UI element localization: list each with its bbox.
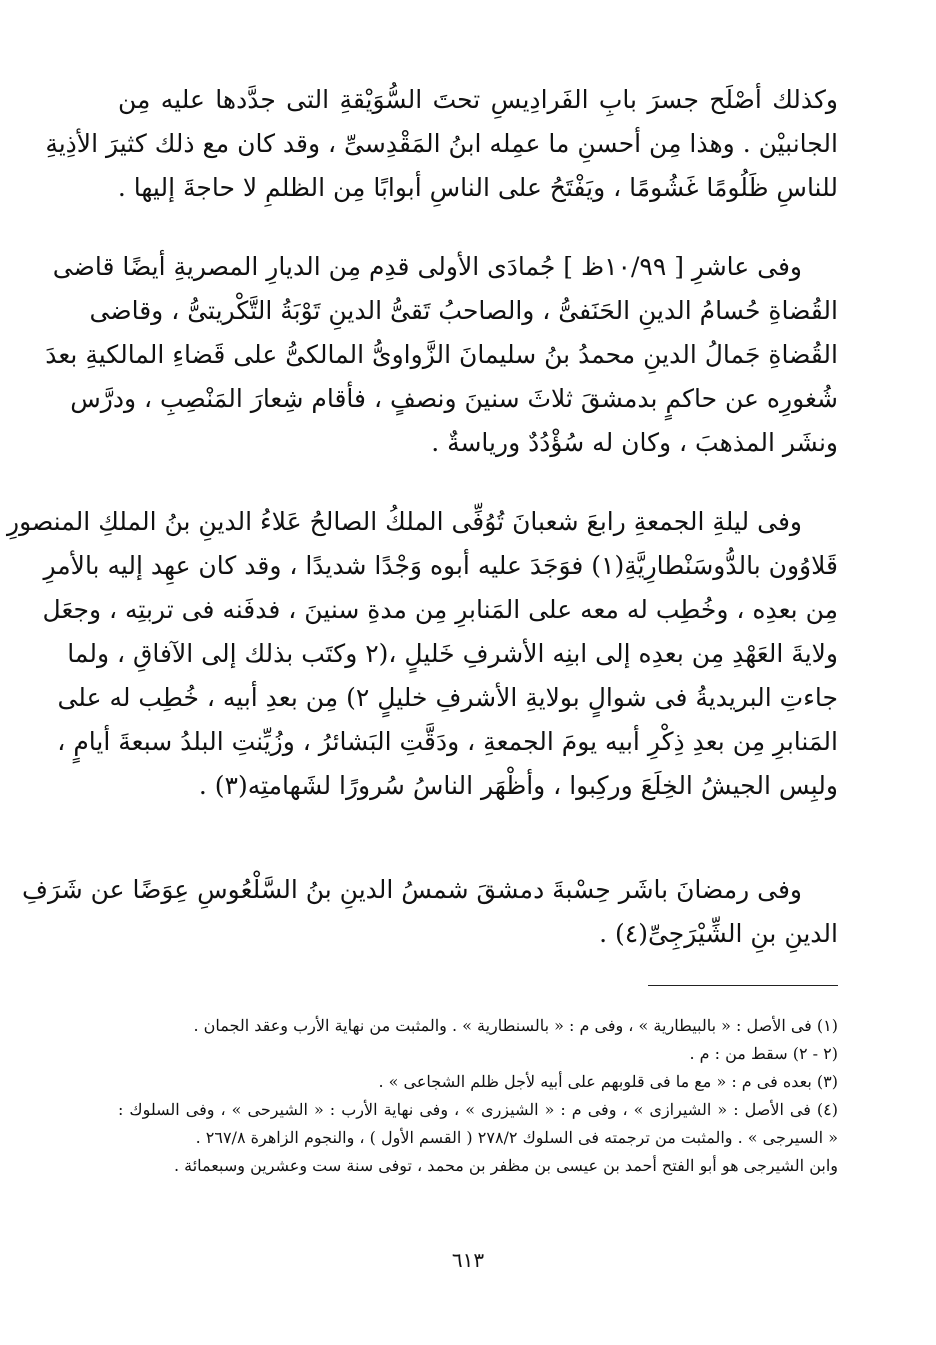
- text-line: شُغورِه عن حاكمٍ بدمشقَ ثلاثَ سنينَ ونصفٍ ، فأقام شِعارَ المَنْصِبِ ، ودرَّس: [70, 384, 838, 413]
- paragraph-1: [45, 78, 838, 210]
- footnotes: [118, 1012, 838, 1180]
- footnote-line: (٢ - ٢) سقط من : م .: [689, 1044, 838, 1063]
- footnote-line: « السيرجى » . والمثبت من ترجمته فى السلوك ٢٧٨/٢ ( القسم الأول ) ، والنجوم الزاهرة ٢٦٧/٨ .: [195, 1128, 838, 1147]
- text-line: القُضاةِ جَمالُ الدينِ محمدُ بنُ سليمانَ الزَّواوىُّ المالكىُّ على قَضاءِ المالكيةِ بعدَ: [45, 340, 838, 369]
- text-line: القُضاةِ حُسامُ الدينِ الحَنَفىُّ ، والصاحبُ تَقىُّ الدينِ تَوْبَةُ التَّكْريتىُّ ، وقاضى: [89, 296, 838, 325]
- text-line: ولبِس الجيشُ الخِلَعَ وركِبوا ، وأظْهَر الناسُ سُرورًا لشَهامتِه(٣) .: [198, 771, 838, 800]
- text-line: وفى رمضانَ باشَر حِسْبةَ دمشقَ شمسُ الدينِ بنُ السَّلْعُوسِ عِوَضًا عن شَرَفِ: [22, 875, 802, 904]
- paragraph-2: [45, 245, 838, 465]
- paragraph-3: [7, 500, 838, 808]
- text-line: قَلاوُون بالدُّوسَنْطارِيَّةِ(١) فوَجَدَ عليه أبوه وَجْدًا شديدًا ، وقد كان عهِد إليه بالأمرِ: [43, 551, 838, 580]
- text-line: ولايةَ العَهْدِ مِن بعدِه إلى ابنِه الأشرفِ خَليلٍ ،(٢ وكتَب بذلك إلى الآفاقِ ، ولما: [67, 639, 838, 668]
- footnote-line: (٤) فى الأصل : « الشيرازى » ، وفى م : « الشيزرى » ، وفى نهاية الأرب : « الشيرحى » ، وفى السلوك :: [118, 1100, 838, 1119]
- text-line: مِن بعدِه ، وخُطِب له معه على المَنابرِ مِن مدةِ سنينَ ، فدفَنه فى تربتِه ، وجعَل: [42, 595, 838, 624]
- paragraph-4: [22, 868, 838, 956]
- footnote-line: (١) فى الأصل : « بالبيطارية » ، وفى م : « بالسنطارية » . والمثبت من نهاية الأرب وعقد الجمان .: [193, 1016, 838, 1035]
- footnote-line: (٣) بعده فى م : « مع ما فى قلوبهم على أبيه لأجل ظلم الشجاعى » .: [378, 1072, 838, 1091]
- text-line: الدينِ بنِ الشِّيْرَجِىِّ(٤) .: [599, 919, 838, 948]
- text-line: وفى عاشرِ [ ١٠/٩٩ظ ] جُمادَى الأولى قدِم مِن الديارِ المصريةِ أيضًا قاضى: [52, 252, 802, 281]
- text-line: ونشَر المذهبَ ، وكان له سُؤْدُدٌ ورياسةٌ .: [431, 428, 838, 457]
- text-line: وفى ليلةِ الجمعةِ رابعَ شعبانَ تُوُفِّى الملكُ الصالحُ عَلاءُ الدينِ بنُ الملكِ المنصورِ: [7, 507, 802, 536]
- text-line: للناسِ ظَلُومًا غَشُومًا ، ويَفْتَحُ على الناسِ أبوابًا مِن الظلمِ لا حاجةَ إليها .: [117, 173, 838, 202]
- text-line: وكذلك أصْلَح جسرَ بابِ الفَرادِيسِ تحتَ السُّوَيْقةِ التى جدَّدها عليه مِن: [118, 85, 838, 114]
- text-line: جاءتِ البريديةُ فى شوالٍ بولايةِ الأشرفِ خليلٍ ٢) مِن بعدِ أبيه ، خُطِب له على: [57, 683, 838, 712]
- footnote-separator: [648, 985, 838, 986]
- footnote-line: وابن الشيرجى هو أبو الفتح أحمد بن عيسى بن مظفر بن محمد ، توفى سنة ست وعشرين وسبعمائة .: [173, 1156, 838, 1175]
- text-line: المَنابرِ مِن بعدِ ذِكْرِ أبيه يومَ الجمعةِ ، ودَقَّتِ البَشائرُ ، وزُيِّنتِ البلدُ سبعةَ أيامٍ ،: [57, 727, 838, 756]
- text-line: الجانبيْن . وهذا مِن أحسنِ ما عمِله ابنُ المَقْدِسىِّ ، وقد كان مع ذلك كثيرَ الأذِيةِ: [45, 129, 838, 158]
- page-number: ٦١٣: [451, 1248, 485, 1272]
